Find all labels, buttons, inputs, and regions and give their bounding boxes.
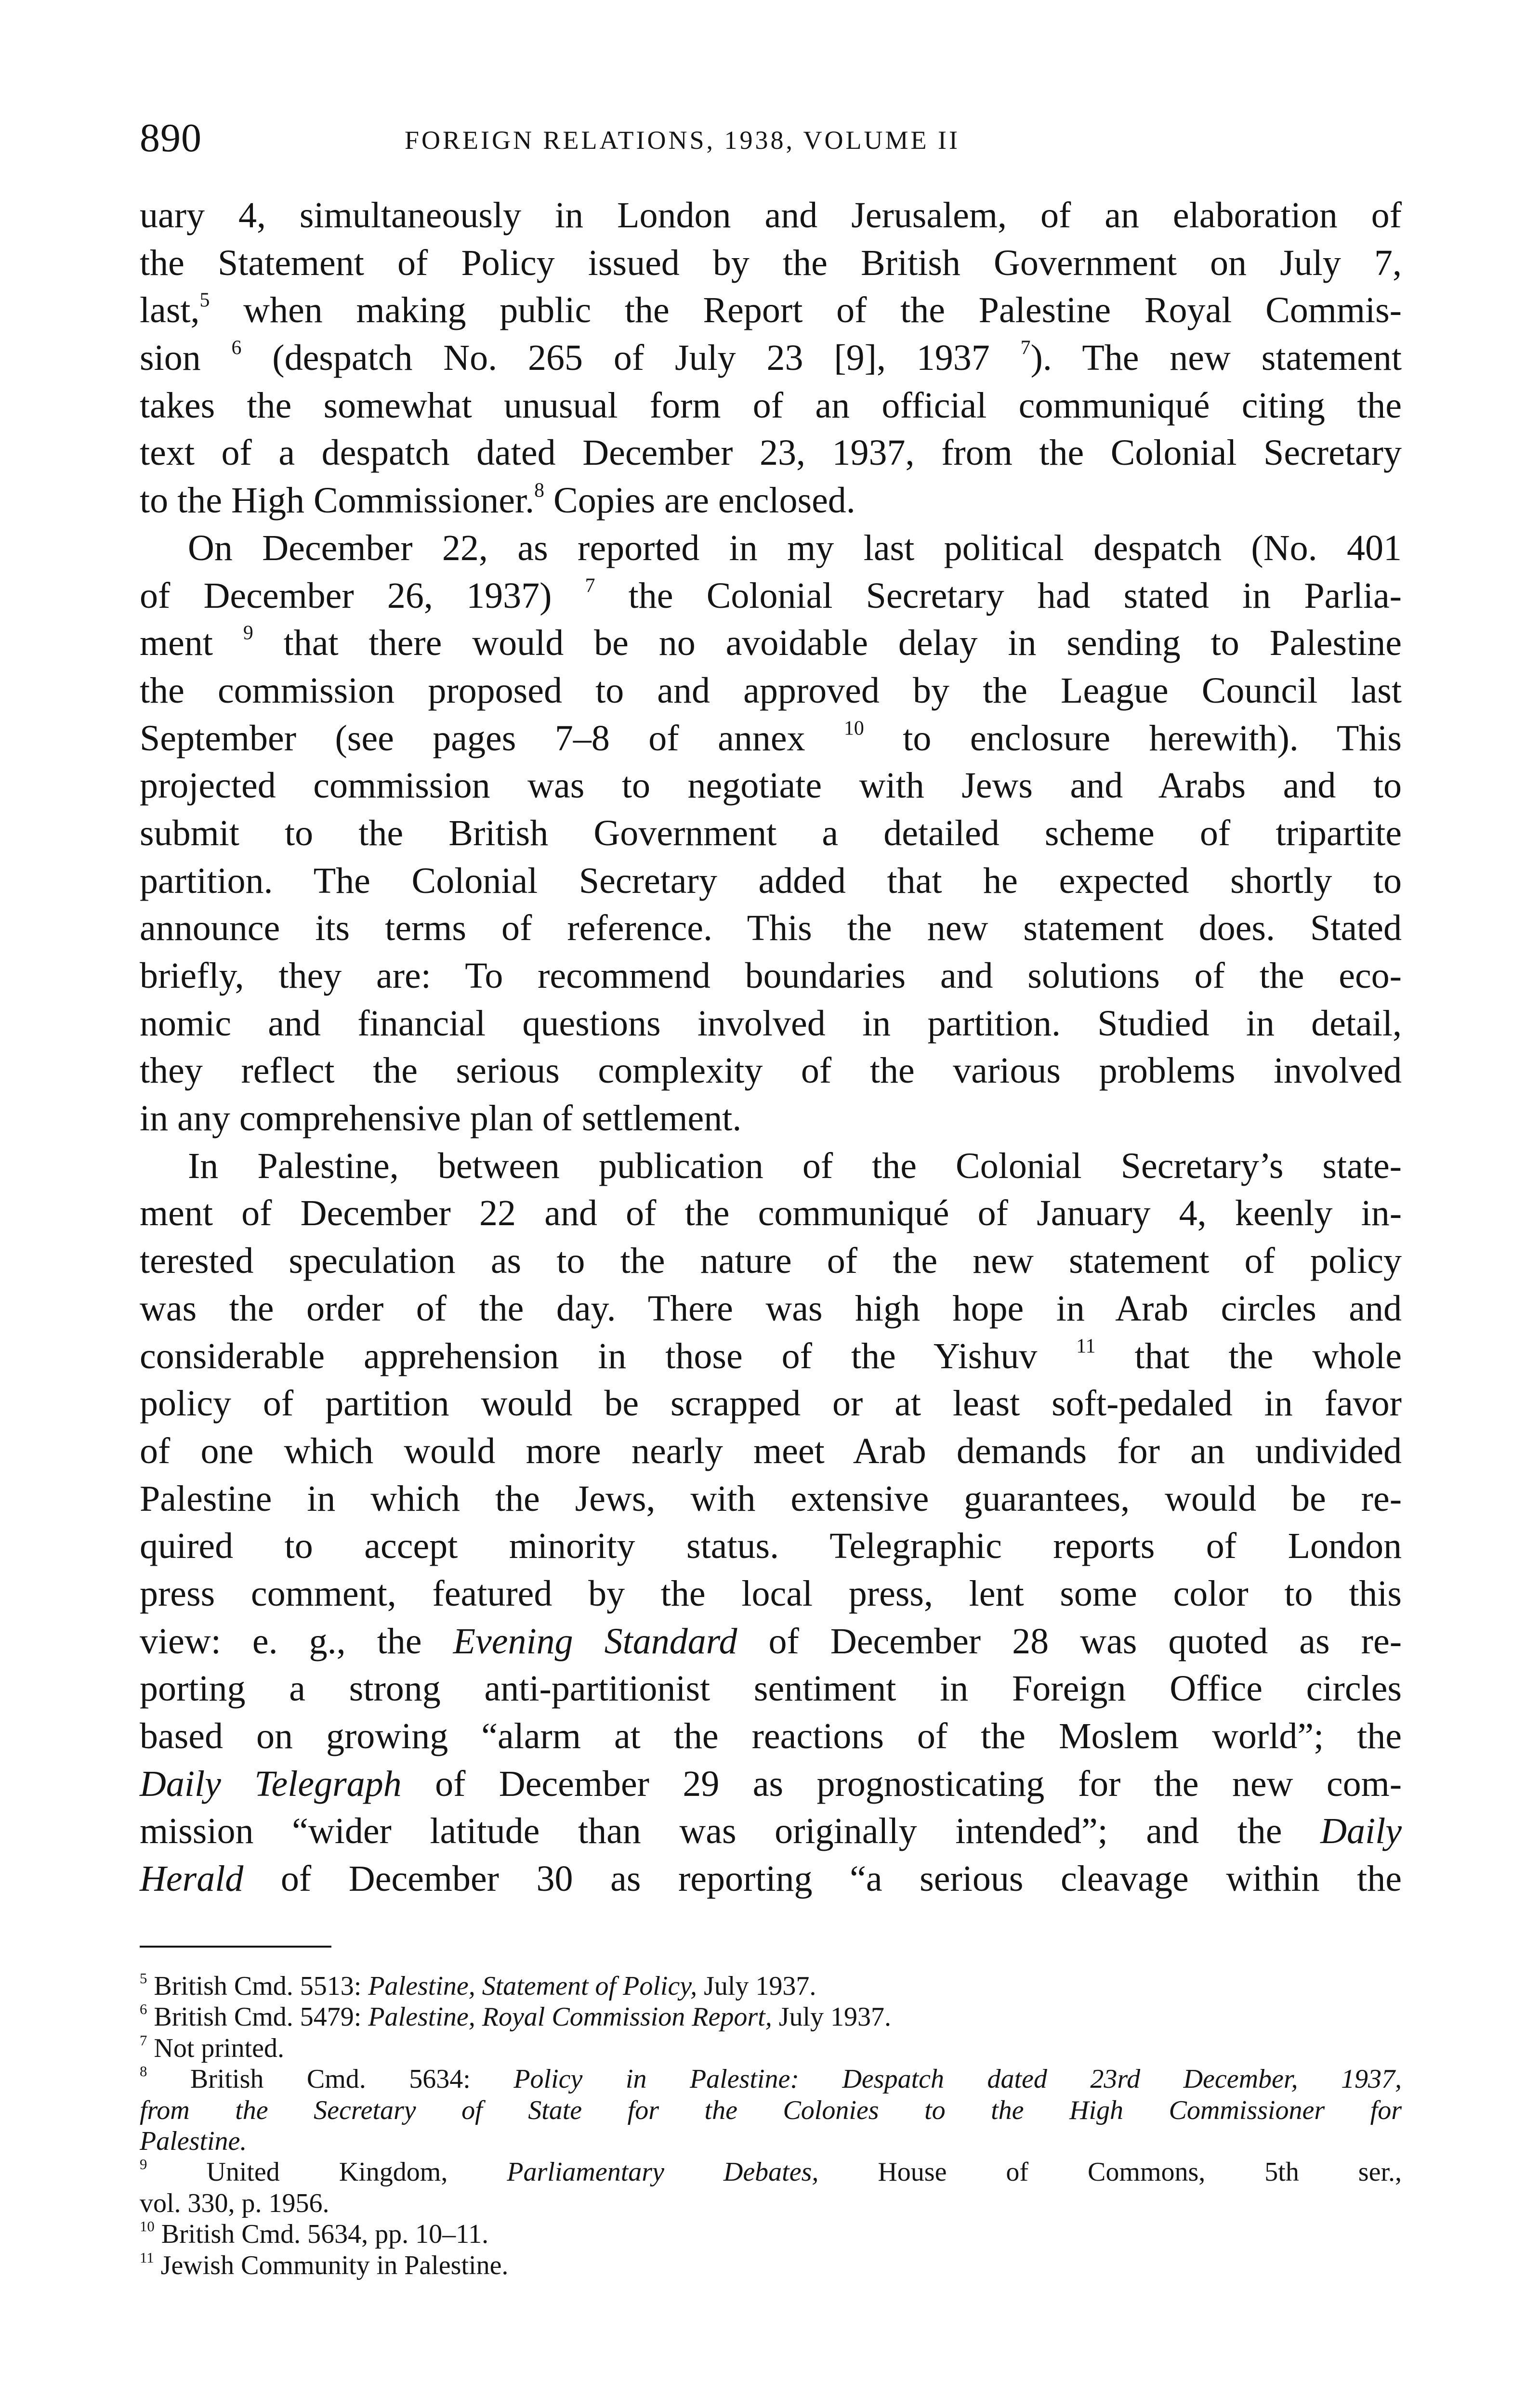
footnote-continuation: from the Secretary of State for the Colonies to the High Commissioner for [140,2095,1402,2125]
footnote-ref: 10 [844,717,864,739]
footnote: $^5$ British Cmd. 5513: Palestine, Statement of Policy, July 1937. [140,1970,816,2001]
body-line: Daily Telegraph of December 29 as prognosticating for the new com- [140,1763,1402,1804]
footnote-mark: 8 [140,2063,147,2080]
body-line: press comment, featured by the local press, lent some color to this [140,1573,1402,1614]
body-line: uary 4, simultaneously in London and Jerusalem, of an elaboration of [140,195,1402,236]
footnote-mark: 6 [140,2001,147,2018]
body-line: of one which would more nearly meet Arab demands for an undivided [140,1430,1402,1471]
body-line: to the High Commissioner.$^8$ Copies are enclosed. [140,479,855,521]
body-line: view: e. g., the Evening Standard of December 28 was quoted as re- [140,1621,1402,1662]
running-head [140,112,1402,165]
footnote-ref: 11 [1076,1335,1096,1357]
body-line: takes the somewhat unusual form of an official communiqué citing the [140,385,1402,426]
body-line: ment of December 22 and of the communiqué of January 4, keenly in- [140,1193,1402,1234]
body-line: the commission proposed to and approved by the League Council last [140,670,1402,711]
footnote-divider [140,1946,331,1948]
page-number: 890 [140,116,202,160]
footnotes [140,1971,1402,2281]
footnote: $^9$ United Kingdom, Parliamentary Debates, House of Commons, 5th ser., [140,2156,1402,2187]
footnote-mark: 5 [140,1970,147,1987]
body-line: September (see pages 7–8 of annex $^{10}$ to enclosure herewith). This [140,717,1402,759]
body-line: was the order of the day. There was high hope in Arab circles and [140,1288,1402,1329]
body-line: ment $^9$ that there would be no avoidable delay in sending to Palestine [140,622,1402,664]
footnote-mark: 9 [140,2156,147,2173]
body-line: submit to the British Government a detailed scheme of tripartite [140,812,1402,853]
footnote-continuation: Palestine. [140,2126,247,2156]
body-line: mission “wider latitude than was originally intended”; and the Daily [140,1811,1402,1852]
footnote-ref: 5 [199,289,210,312]
body-line: based on growing “alarm at the reactions of the Moslem world”; the [140,1716,1402,1756]
running-title: FOREIGN RELATIONS, 1938, VOLUME II [405,126,960,155]
footnote: $^6$ British Cmd. 5479: Palestine, Royal Commission Report, July 1937. [140,2001,892,2032]
body-line: announce its terms of reference. This the new statement does. Stated [140,908,1402,949]
body-line: policy of partition would be scrapped or at least soft-pedaled in favor [140,1383,1402,1424]
body-line: briefly, they are: To recommend boundaries and solutions of the eco- [140,955,1402,996]
body-line: terested speculation as to the nature of the new statement of policy [140,1241,1402,1282]
footnote-ref: 9 [243,622,253,644]
body-line: of December 26, 1937) $^7$ the Colonial Secretary had stated in Parlia- [140,574,1402,616]
body-text [140,192,1402,1903]
footnote: $^8$ British Cmd. 5634: Policy in Palestine: Despatch dated 23rd December, 1937, [140,2063,1402,2094]
body-line: porting a strong anti-partitionist sentiment in Foreign Office circles [140,1668,1402,1709]
body-line: the Statement of Policy issued by the British Government on July 7, [140,242,1402,283]
footnote-mark: 10 [140,2218,155,2235]
body-line: partition. The Colonial Secretary added that he expected shortly to [140,860,1402,901]
body-line: In Palestine, between publication of the Colonial Secretary’s state- [188,1145,1402,1186]
body-line: quired to accept minority status. Telegraphic reports of London [140,1526,1402,1567]
body-line: On December 22, as reported in my last political despatch (No. 401 [188,527,1402,568]
body-line: in any comprehensive plan of settlement. [140,1098,742,1139]
body-line: Palestine in which the Jews, with extensive guarantees, would be re- [140,1478,1402,1519]
footnote-ref: 8 [534,479,545,502]
body-line: considerable apprehension in those of the Yishuv $^{11}$ that the whole [140,1335,1402,1376]
footnote-ref: 7 [585,574,595,597]
footnote: $^{10}$ British Cmd. 5634, pp. 10–11. [140,2218,489,2250]
footnote-mark: 11 [140,2249,154,2266]
footnote-ref: 7 [1020,337,1031,359]
body-line: projected commission was to negotiate with Jews and Arabs and to [140,765,1402,806]
body-line: sion $^6$ (despatch No. 265 of July 23 [9], 1937 $^7$). The new statement [140,337,1402,379]
footnote: $^{11}$ Jewish Community in Palestine. [140,2249,509,2280]
body-line: nomic and financial questions involved in partition. Studied in detail, [140,1003,1402,1044]
footnote: $^7$ Not printed. [140,2032,285,2063]
body-line: they reflect the serious complexity of the various problems involved [140,1050,1402,1091]
body-line: last,$^5$ when making public the Report of the Palestine Royal Commis- [140,289,1402,331]
footnote-mark: 7 [140,2032,147,2049]
footnote-ref: 6 [231,337,242,359]
footnote-continuation: vol. 330, p. 1956. [140,2188,329,2218]
body-line: Herald of December 30 as reporting “a serious cleavage within the [140,1858,1402,1899]
body-line: text of a despatch dated December 23, 1937, from the Colonial Secretary [140,432,1402,473]
